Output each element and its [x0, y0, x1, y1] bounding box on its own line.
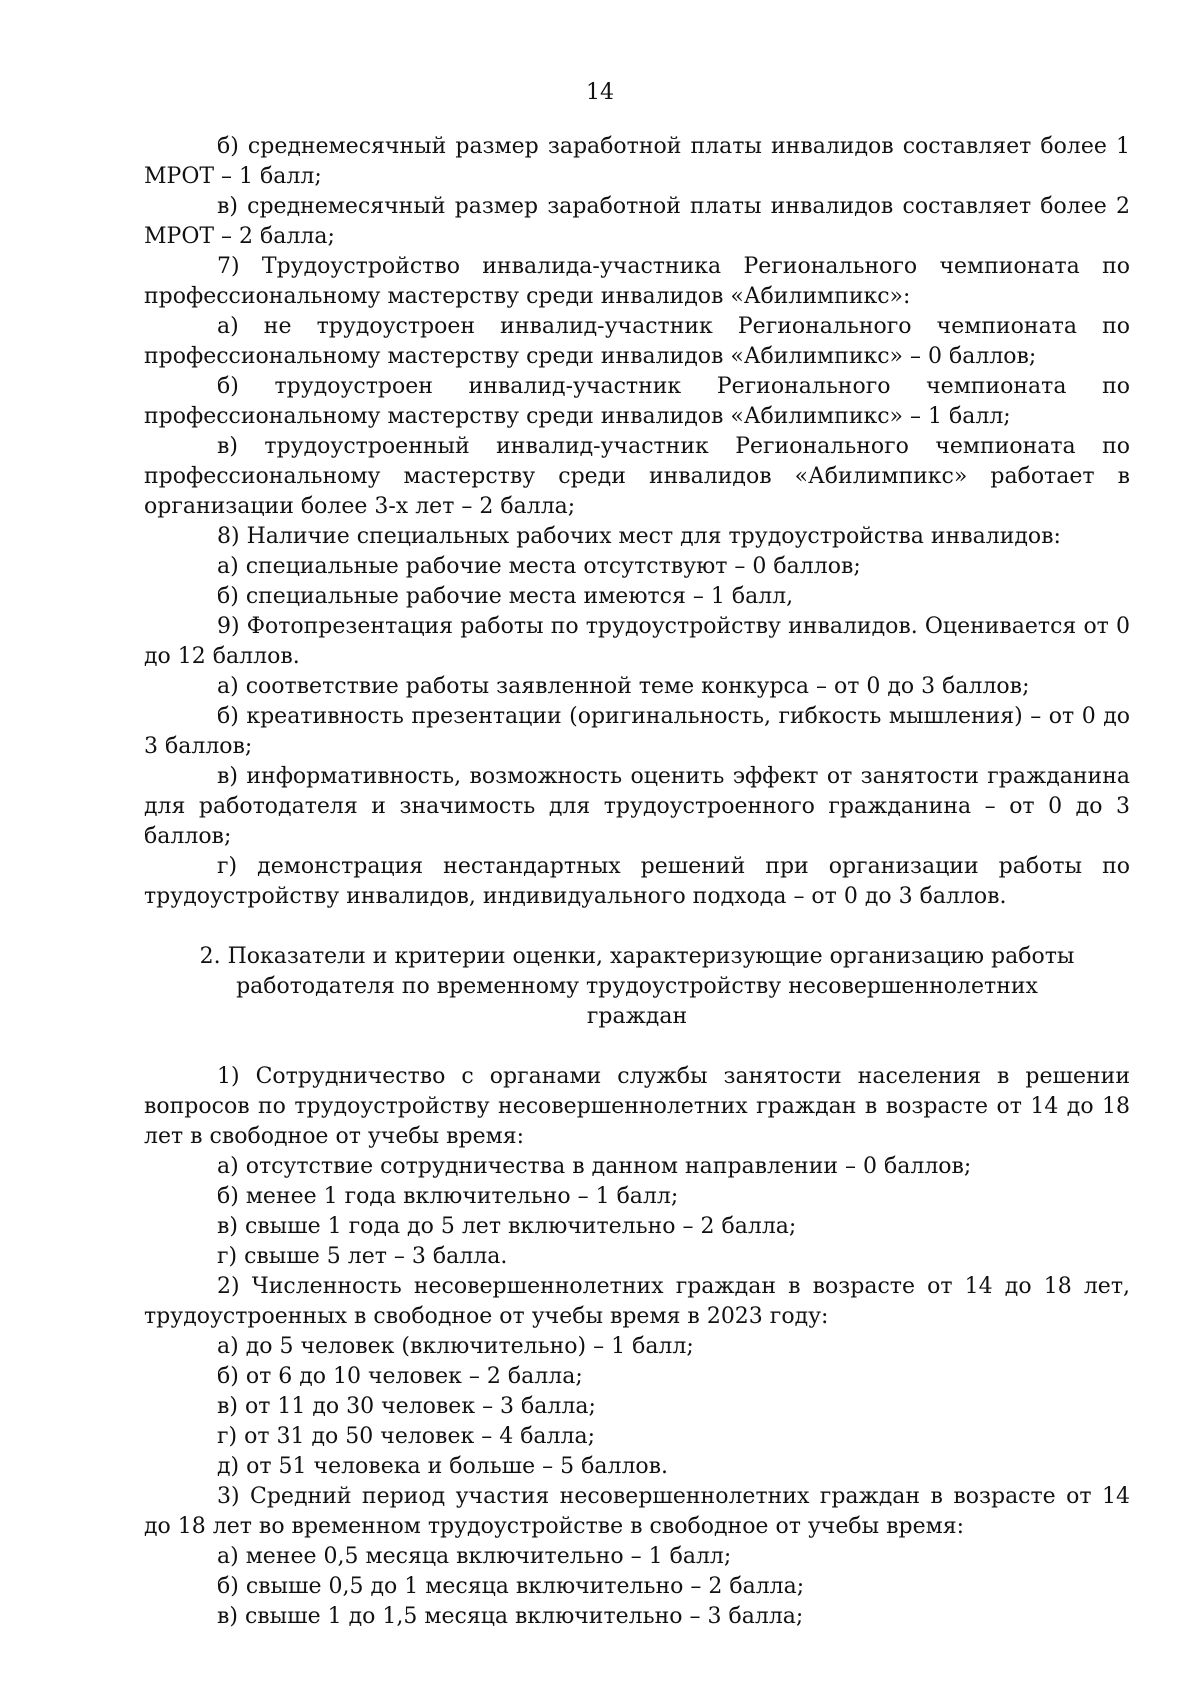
section-heading: 2. Показатели и критерии оценки, характеризующие организацию работы работодателя по временному трудоустройству несовершеннолетних граждан: [199, 944, 1075, 1029]
paragraph: б) трудоустроен инвалид-участник Регионального чемпионата по профессиональному мастерству среди инвалидов «Абилимпикс» – 1 балл;: [144, 374, 1130, 429]
paragraph: б) креативность презентации (оригинальность, гибкость мышления) – от 0 до 3 баллов;: [144, 704, 1130, 759]
paragraph: б) свыше 0,5 до 1 месяца включительно – 2 балла;: [217, 1574, 805, 1599]
paragraph: а) специальные рабочие места отсутствуют – 0 баллов;: [217, 554, 861, 579]
paragraph: 3) Средний период участия несовершеннолетних граждан в возрасте от 14 до 18 лет во временном трудоустройстве в свободное от учебы время:: [144, 1484, 1130, 1539]
paragraph: б) от 6 до 10 человек – 2 балла;: [217, 1364, 583, 1389]
paragraph: а) менее 0,5 месяца включительно – 1 балл;: [217, 1544, 732, 1569]
document-body: [144, 132, 1130, 1632]
paragraph: а) до 5 человек (включительно) – 1 балл;: [217, 1334, 694, 1359]
paragraph: 8) Наличие специальных рабочих мест для трудоустройства инвалидов:: [217, 524, 1061, 549]
paragraph: в) трудоустроенный инвалид-участник Регионального чемпионата по профессиональному мастерству среди инвалидов «Абилимпикс» работает в организации более 3-х лет – 2 балла;: [144, 434, 1130, 519]
paragraph: б) менее 1 года включительно – 1 балл;: [217, 1184, 679, 1209]
paragraph: г) свыше 5 лет – 3 балла.: [217, 1244, 508, 1269]
paragraph: б) специальные рабочие места имеются – 1 балл,: [217, 584, 794, 609]
paragraph: в) свыше 1 до 1,5 месяца включительно – 3 балла;: [217, 1604, 804, 1629]
paragraph: б) среднемесячный размер заработной платы инвалидов составляет более 1 МРОТ – 1 балл;: [144, 134, 1130, 189]
paragraph: а) не трудоустроен инвалид-участник Регионального чемпионата по профессиональному мастерству среди инвалидов «Абилимпикс» – 0 баллов;: [144, 314, 1130, 369]
paragraph: в) среднемесячный размер заработной платы инвалидов составляет более 2 МРОТ – 2 балла;: [144, 194, 1130, 249]
paragraph: в) информативность, возможность оценить эффект от занятости гражданина для работодателя и значимость для трудоустроенного гражданина – от 0 до 3 баллов;: [144, 764, 1130, 849]
paragraph: 2) Численность несовершеннолетних граждан в возрасте от 14 до 18 лет, трудоустроенных в свободное от учебы время в 2023 году:: [144, 1274, 1130, 1329]
paragraph: 1) Сотрудничество с органами службы занятости населения в решении вопросов по трудоустройству несовершеннолетних граждан в возрасте от 14 до 18 лет в свободное от учебы время:: [144, 1064, 1130, 1149]
paragraph: г) от 31 до 50 человек – 4 балла;: [217, 1424, 596, 1449]
page-number: 14: [586, 80, 614, 105]
paragraph: 9) Фотопрезентация работы по трудоустройству инвалидов. Оценивается от 0 до 12 баллов.: [144, 614, 1130, 669]
paragraph: а) отсутствие сотрудничества в данном направлении – 0 баллов;: [217, 1154, 972, 1179]
paragraph: в) от 11 до 30 человек – 3 балла;: [217, 1394, 596, 1419]
paragraph: 7) Трудоустройство инвалида-участника Регионального чемпионата по профессиональному мастерству среди инвалидов «Абилимпикс»:: [144, 254, 1130, 309]
paragraph: д) от 51 человека и больше – 5 баллов.: [217, 1454, 669, 1479]
paragraph: а) соответствие работы заявленной теме конкурса – от 0 до 3 баллов;: [217, 674, 1030, 699]
paragraph: г) демонстрация нестандартных решений при организации работы по трудоустройству инвалидов, индивидуального подхода – от 0 до 3 баллов.: [144, 854, 1130, 909]
paragraph: в) свыше 1 года до 5 лет включительно – 2 балла;: [217, 1214, 797, 1239]
